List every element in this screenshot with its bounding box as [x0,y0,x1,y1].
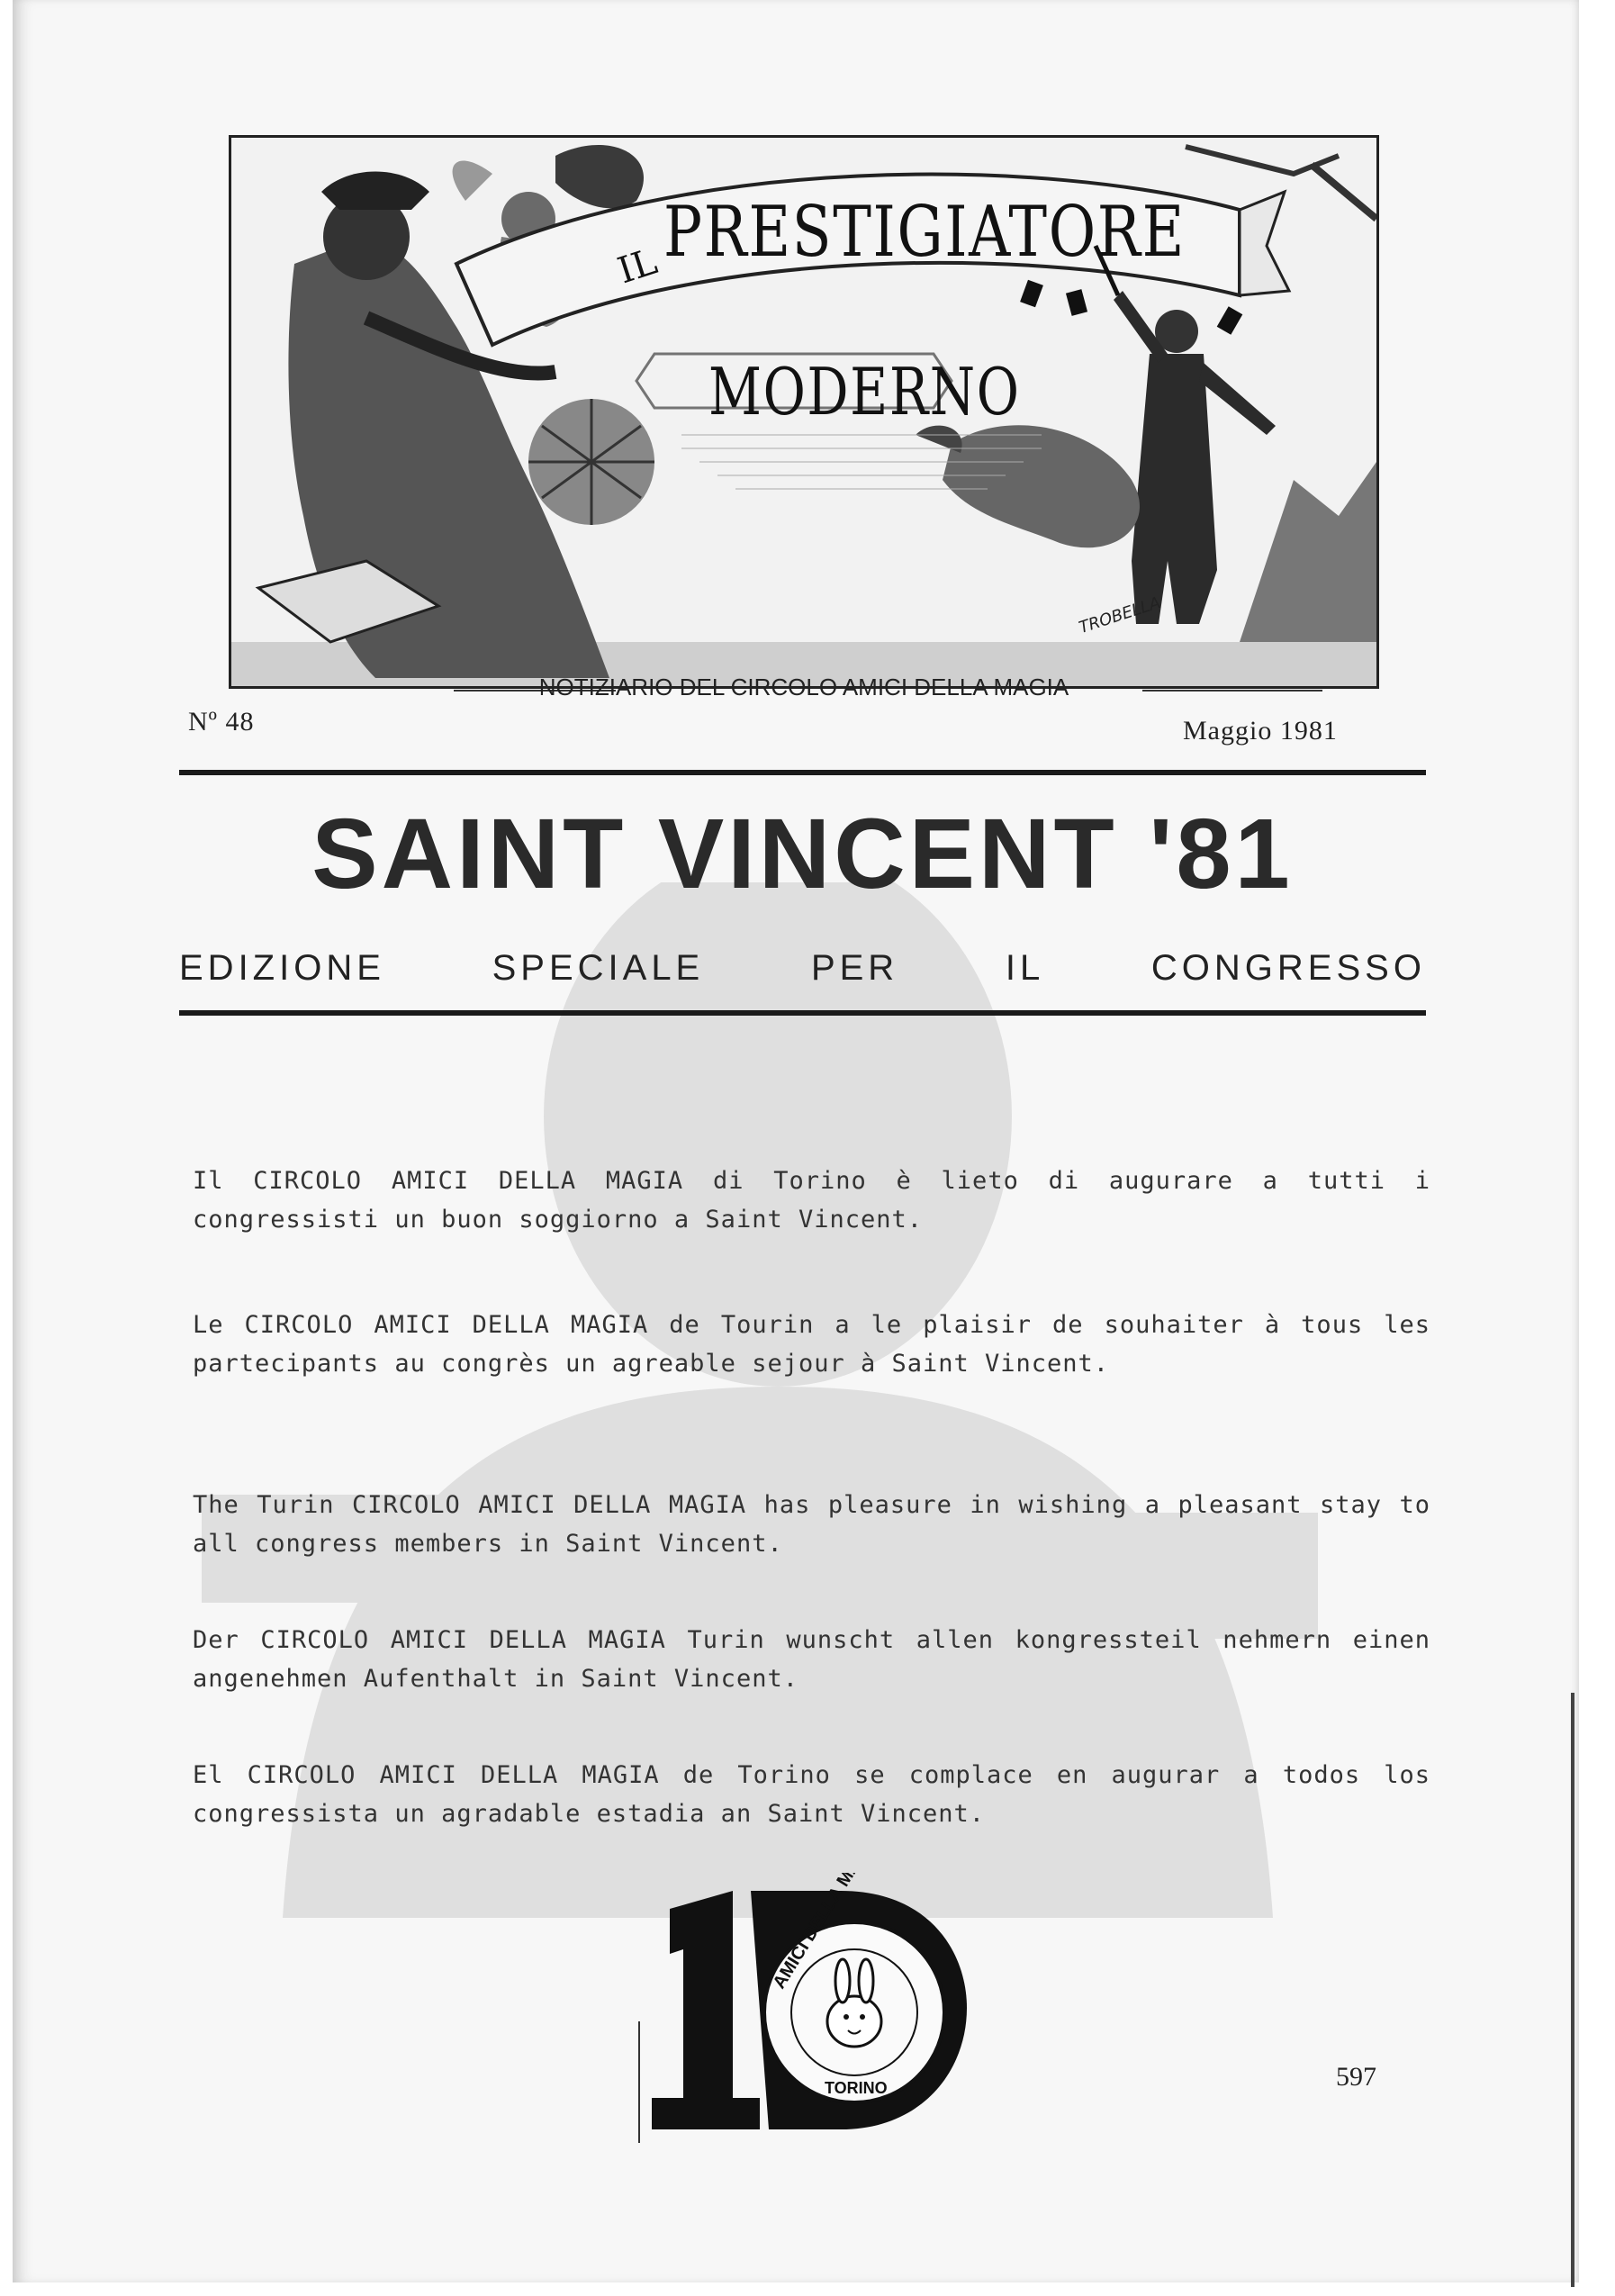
masthead-subtitle: MODERNO [708,354,1021,429]
issue-date: Maggio 1981 [1183,716,1338,746]
greeting-english: The Turin CIRCOLO AMICI DELLA MAGIA has pleasure in wishing a pleasant stay to all congress members in Saint Vincent. [193,1491,1430,1558]
subheadline-word: PER [810,948,899,988]
logo-city: TORINO [825,2079,888,2097]
greeting-italian: Il CIRCOLO AMICI DELLA MAGIA di Torino è lieto di augurare a tutti i congressisti un buon soggiorno a Saint Vincent. [193,1167,1430,1234]
greeting-french: Le CIRCOLO AMICI DELLA MAGIA de Tourin a le plaisir de souhaiter à tous les partecipants au congrès un agreable sejour à Saint Vincent. [193,1311,1430,1378]
masthead-engraving [229,135,1379,689]
top-divider [179,770,1426,775]
bulletin-text: NOTIZIARIO DEL CIRCOLO AMICI DELLA MAGIA [538,673,1069,701]
subheadline [179,948,1426,989]
engraver-signature: TROBELLA [1077,593,1163,637]
subheadline-word: IL [1005,948,1045,988]
headline: SAINT VINCENT '81 [311,799,1294,909]
subheadline-word: SPECIALE [492,948,705,988]
logo-vertical-rule [638,2021,640,2143]
page-edge-shadow [1571,1693,1574,2287]
masthead-il: IL [612,240,663,293]
subheadline-word: EDIZIONE [179,948,385,988]
bulletin-line [229,673,1379,706]
club-anniversary-logo [634,1873,976,2143]
bottom-divider [179,1010,1426,1016]
greeting-german: Der CIRCOLO AMICI DELLA MAGIA Turin wunscht allen kongressteil nehmern einen angenehmen Aufenthalt in Saint Vincent. [193,1626,1430,1693]
masthead-title: PRESTIGIATORE [663,192,1186,273]
page-number: 597 [1336,2062,1376,2092]
issue-number: Nº 48 [188,707,255,737]
greeting-spanish: El CIRCOLO AMICI DELLA MAGIA de Torino se complace en augurar a todos los congressista un agradable estadia an Saint Vincent. [193,1761,1430,1828]
magazine-page [13,0,1579,2282]
subheadline-word: CONGRESSO [1150,948,1426,988]
